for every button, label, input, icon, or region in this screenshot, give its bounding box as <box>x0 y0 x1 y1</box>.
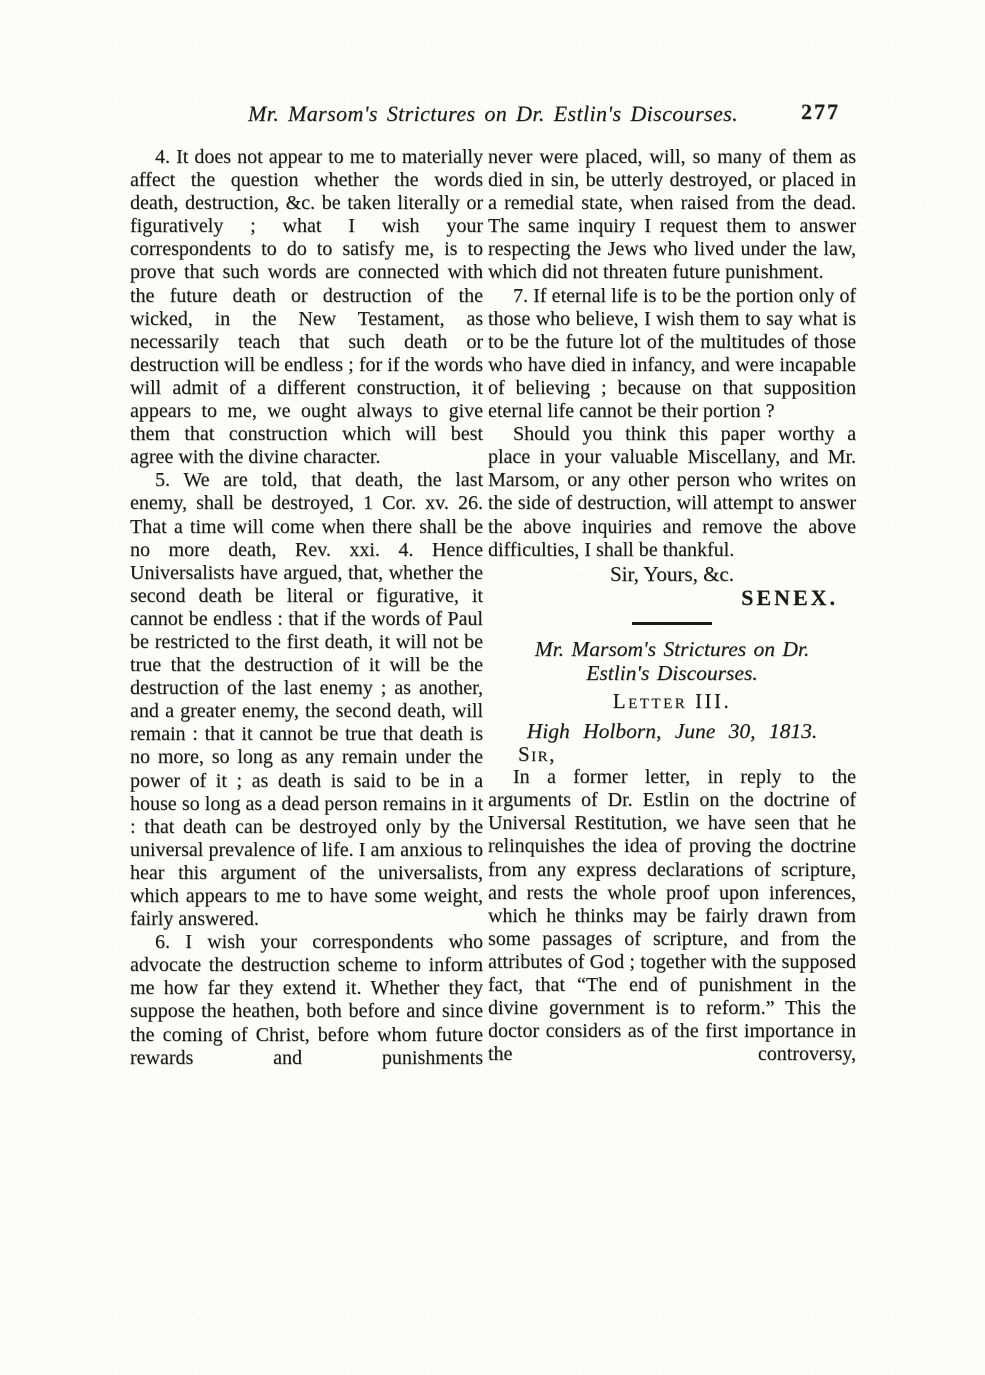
letter-salutation: Sir, <box>518 742 556 767</box>
page-number: 277 <box>801 99 840 124</box>
paragraph-5: 5. We are told, that death, the last enemy, shall be destroyed, 1 Cor. xv. 26. That a time will come when there shall be no more death, Rev. xxi. 4. Hence Universalists have argued, that, whether the second death be literal or figurative, it cannot be endless : that if the words of Paul be restricted to the first death, it will not be true that the destruction of it will be the destruction of the last enemy ; as another, and a greater enemy, the second death, will remain : that it cannot be true that death is no more, so long as any remain under the power of it ; as death is said to be in a house so long as a dead person remains in it : that death can be destroyed only by the universal prevalence of life. I am anxious to hear this argument of the universalists, which appears to me to have some weight, fairly answered. <box>130 469 483 931</box>
continuation-paragraph: never were placed, will, so many of them as died in sin, be utterly destroyed, or placed in a remedial state, when raised from the dead. The same inquiry I request them to answer respecting the Jews who lived under the law, which did not threaten future punishment. <box>488 146 856 284</box>
page-header <box>130 101 856 135</box>
left-column <box>130 146 483 1070</box>
paragraph-7: 7. If eternal life is to be the portion only of those who believe, I wish them to say what is to be the future lot of the multitudes of those who have died in infancy, and were incapable of believing ; because on that supposition eternal life cannot be their portion ? <box>488 284 856 423</box>
section-title: Mr. Marsom's Strictures on Dr. Estlin's Discourses. <box>534 636 810 685</box>
letter-number-heading: Letter III. <box>612 688 732 713</box>
paragraph-6: 6. I wish your correspondents who advocate the destruction scheme to inform me how far they extend it. Whether they suppose the heathen, both before and since the coming of Christ, before whom future rewards and punishments <box>130 931 483 1069</box>
letter-signature: SENEX. <box>741 584 838 610</box>
paragraph-4: 4. It does not appear to me to materially affect the question whether the words death, destruction, &c. be taken literally or figuratively ; what I wish your correspondents to do to satisfy me, is to prove that such words are connected with the future death or destruction of the wicked, in the New Testament, as necessarily teach that such death or destruction will be endless ; for if the words will admit of a different construction, it appears to me, we ought always to give them that construction which will best agree with the divine character. <box>130 146 483 469</box>
letter-valediction: Sir, Yours, &c. <box>609 561 735 586</box>
running-title: Mr. Marsom's Strictures on Dr. Estlin's Discourses. <box>247 101 739 126</box>
section-divider <box>632 622 712 625</box>
closing-paragraph: Should you think this paper worthy a place in your valuable Miscellany, and Mr. Marsom, or any other person who writes on the side of destruction, will attempt to answer the above inquiries and remove the above difficulties, I shall be thankful. <box>488 423 856 561</box>
letter-dateline: High Holborn, June 30, 1813. <box>526 718 818 743</box>
right-column <box>488 146 856 1066</box>
letter-body-paragraph: In a former letter, in reply to the arguments of Dr. Estlin on the doctrine of Universal Restitution, we have seen that he relinquishes the idea of proving the doctrine from any express declarations of scripture, and rests the whole proof upon inferences, which he thinks may be fairly drawn from some passages of scripture, and from the attributes of God ; together with the supposed fact, that “The end of punishment in the divine government is to reform.” This the doctor considers as of the first importance in the controversy, <box>488 766 856 1066</box>
